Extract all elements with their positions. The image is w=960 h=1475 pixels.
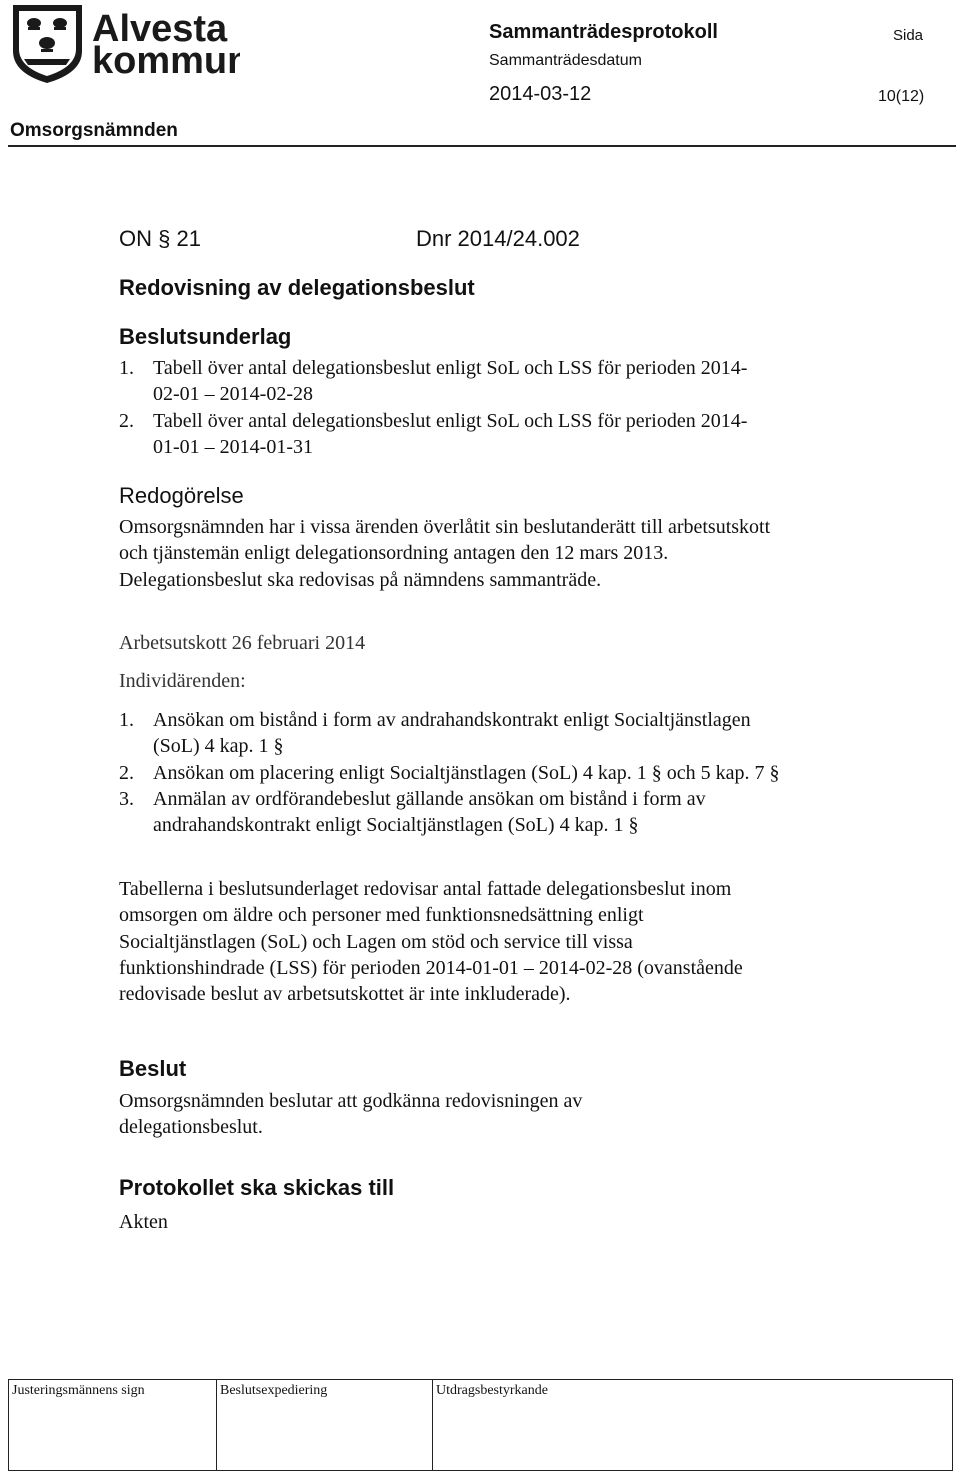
arbetsutskott-date: Arbetsutskott 26 februari 2014 xyxy=(119,632,366,654)
beslutsunderlag-heading: Beslutsunderlag xyxy=(119,324,292,349)
redogorelse-heading: Redogörelse xyxy=(119,483,244,508)
list-item-number: 2. xyxy=(119,761,134,784)
list-item xyxy=(119,408,763,461)
document-type: Sammanträdesprotokoll xyxy=(489,21,718,43)
beslut-text: Omsorgsnämnden beslutar att godkänna redovisningen av delegationsbeslut. xyxy=(119,1090,583,1139)
signature-label: Utdragsbestyrkande xyxy=(436,1383,548,1398)
list-item xyxy=(119,760,793,786)
case-dnr: Dnr 2014/24.002 xyxy=(416,226,580,251)
logo-text-line1: Alvesta xyxy=(92,8,228,50)
committee-name: Omsorgsnämnden xyxy=(10,120,178,141)
signature-cell-utdrag[interactable] xyxy=(433,1380,951,1470)
list-item xyxy=(119,707,793,760)
skickas-heading: Protokollet ska skickas till xyxy=(119,1175,395,1200)
meeting-date: 2014-03-12 xyxy=(489,83,592,105)
list-item-text: Tabell över antal delegationsbeslut enligt SoL och LSS för perioden 2014-01-01 – 2014-01-31 xyxy=(153,409,748,458)
logo-text-line2: kommun xyxy=(92,40,240,82)
signature-table xyxy=(8,1379,953,1471)
redogorelse-text: Omsorgsnämnden har i vissa ärenden överlåtit sin beslutanderätt till arbetsutskott och tjänstemän enligt delegationsordning antagen den 12 mars 2013. Delegationsbeslut ska redovisas på nämndens sammanträde. xyxy=(119,516,771,591)
signature-label: Beslutsexpediering xyxy=(220,1383,328,1398)
signature-cell-justering[interactable] xyxy=(9,1380,217,1470)
list-item-number: 3. xyxy=(119,787,134,810)
coat-of-arms-icon xyxy=(10,3,240,85)
list-item-number: 1. xyxy=(119,357,134,379)
alvesta-kommun-logo xyxy=(10,3,240,85)
case-id: ON § 21 xyxy=(119,226,201,251)
list-item-number: 1. xyxy=(119,709,134,731)
header-divider xyxy=(8,145,956,147)
beslutsunderlag-list xyxy=(119,355,763,460)
signature-cell-expediering[interactable] xyxy=(217,1380,433,1470)
list-item-text: Tabell över antal delegationsbeslut enligt SoL och LSS för perioden 2014-02-01 – 2014-02-28 xyxy=(153,357,748,406)
list-item-text: Ansökan om bistånd i form av andrahandskontrakt enligt Socialtjänstlagen (SoL) 4 kap. 1 § xyxy=(153,709,751,758)
tabeller-text: Tabellerna i beslutsunderlaget redovisar antal fattade delegationsbeslut inom omsorgen om äldre och personer med funktionsnedsättning enligt Socialtjänstlagen (SoL) och Lagen om stöd och service till vissa funktionshindrade (LSS) för perioden 2014-01-01 – 2014-02-28 (ovanstående redovisade beslut av arbetsutskottet är inte inkluderade). xyxy=(119,878,743,1006)
case-title: Redovisning av delegationsbeslut xyxy=(119,275,475,300)
date-label: Sammanträdesdatum xyxy=(489,52,642,69)
signature-label: Justeringsmännens sign xyxy=(12,1383,145,1398)
list-item-text: Ansökan om placering enligt Socialtjänstlagen (SoL) 4 kap. 1 § och 5 kap. 7 § xyxy=(153,761,780,784)
page-number: 10(12) xyxy=(878,88,925,105)
recipient: Akten xyxy=(119,1211,168,1233)
individarenden-label: Individärenden: xyxy=(119,670,246,692)
list-item-number: 2. xyxy=(119,409,134,432)
list-item xyxy=(119,355,763,408)
individarenden-list xyxy=(119,707,793,838)
page-label: Sida xyxy=(893,27,924,44)
list-item xyxy=(119,786,793,839)
list-item-text: Anmälan av ordförandebeslut gällande ansökan om bistånd i form av andrahandskontrakt enligt Socialtjänstlagen (SoL) 4 kap. 1 § xyxy=(153,787,706,837)
beslut-heading: Beslut xyxy=(119,1056,187,1081)
